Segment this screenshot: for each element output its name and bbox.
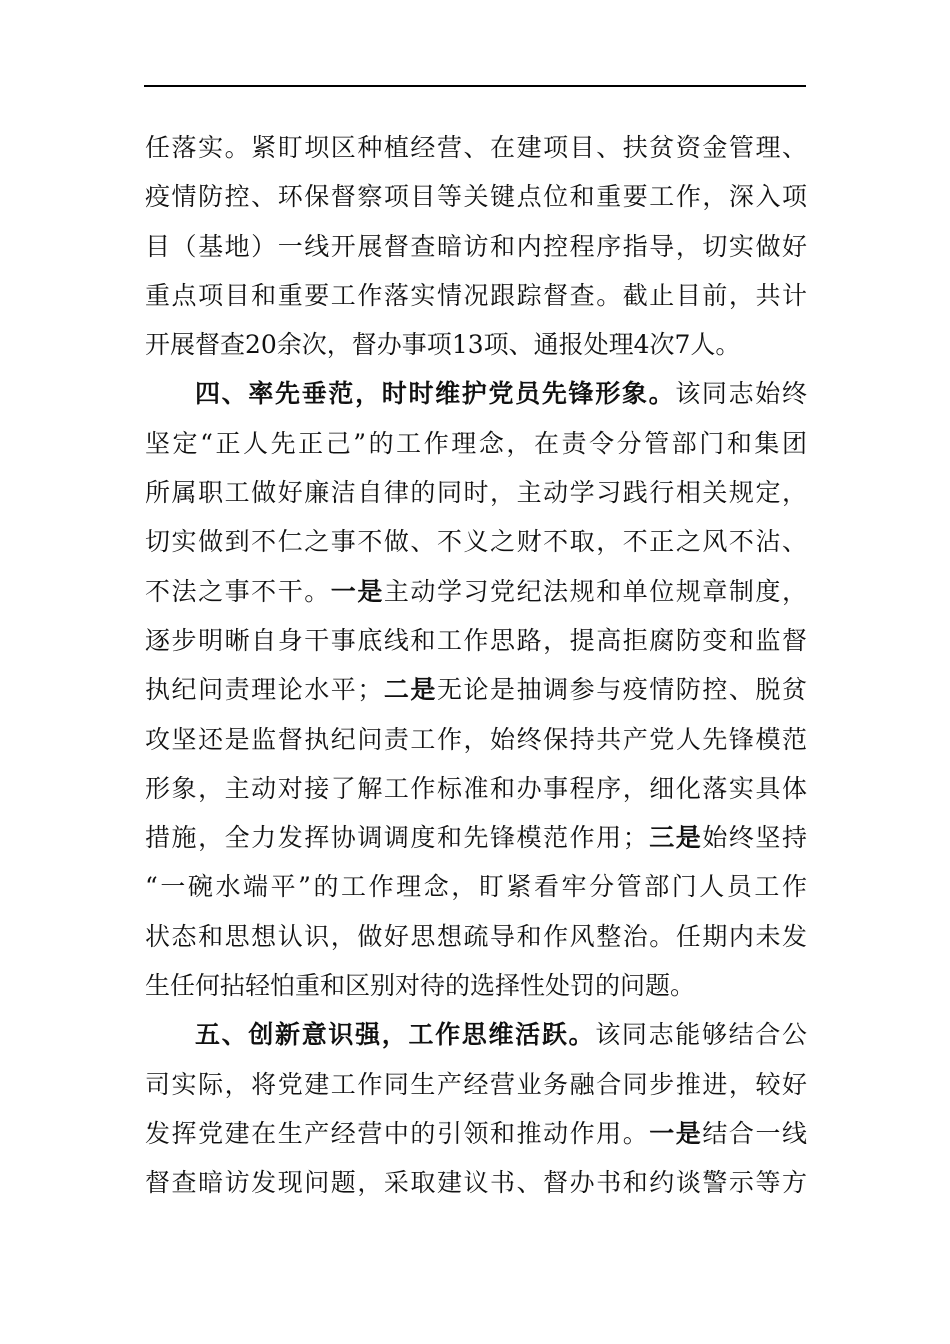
text-run: 始终坚持 bbox=[702, 823, 807, 853]
text-run: 司实际，将党建工作同生产经营业务融合同步推进，较好 bbox=[145, 1069, 807, 1099]
text-line bbox=[145, 517, 807, 566]
text-line bbox=[145, 665, 807, 714]
text-run: 开展督查20余次，督办事项13项、通报处理4次7人。 bbox=[145, 330, 741, 360]
text-line bbox=[145, 813, 807, 862]
text-run: 结合一线 bbox=[702, 1118, 807, 1148]
text-run: 目（基地）一线开展督查暗访和内控程序指导，切实做好 bbox=[145, 231, 807, 261]
text-run: 攻坚还是监督执纪问责工作，始终保持共产党人先锋模范 bbox=[145, 724, 807, 754]
text-line bbox=[145, 715, 807, 764]
text-line bbox=[145, 320, 807, 369]
text-line bbox=[145, 1158, 807, 1207]
text-run: 该同志始终 bbox=[675, 379, 807, 409]
text-run: 无论是抽调参与疫情防控、脱贫 bbox=[436, 675, 807, 705]
section-four-heading-line bbox=[145, 369, 807, 418]
text-line bbox=[145, 567, 807, 616]
text-line bbox=[145, 1109, 807, 1158]
text-run: 逐步明晰自身干事底线和工作思路，提高拒腐防变和监督 bbox=[145, 625, 807, 655]
text-run: 督查暗访发现问题，采取建议书、督办书和约谈警示等方 bbox=[145, 1168, 807, 1198]
text-run: 不法之事不干。 bbox=[145, 576, 331, 606]
section-heading: 五、创新意识强，工作思维活跃。 bbox=[195, 1020, 596, 1050]
text-line bbox=[145, 1060, 807, 1109]
emphasis: 一是 bbox=[649, 1118, 703, 1148]
text-run: 该同志能够结合公 bbox=[595, 1020, 807, 1050]
text-run: 疫情防控、环保督察项目等关键点位和重要工作，深入项 bbox=[145, 182, 807, 212]
text-line bbox=[145, 222, 807, 271]
text-run: 措施，全力发挥协调调度和先锋模范作用； bbox=[145, 823, 648, 853]
text-run: 任落实。紧盯坝区种植经营、在建项目、扶贫资金管理、 bbox=[145, 133, 807, 162]
text-line bbox=[145, 862, 807, 911]
text-run: 执纪问责理论水平； bbox=[145, 675, 383, 705]
text-line bbox=[145, 123, 807, 172]
text-run: 所属职工做好廉洁自律的同时，主动学习践行相关规定， bbox=[145, 478, 807, 508]
text-run: 主动学习党纪法规和单位规章制度， bbox=[383, 576, 807, 606]
text-line bbox=[145, 764, 807, 813]
body-text bbox=[145, 123, 807, 1208]
text-run: 坚定“正人先正己”的工作理念，在责令分管部门和集团 bbox=[145, 428, 807, 458]
text-run: 切实做到不仁之事不做、不义之财不取，不正之风不沾、 bbox=[145, 527, 807, 557]
section-heading: 四、率先垂范，时时维护党员先锋形象。 bbox=[195, 379, 676, 409]
text-line bbox=[145, 172, 807, 221]
text-run: 重点项目和重要工作落实情况跟踪督查。截止目前，共计 bbox=[145, 280, 807, 310]
text-line bbox=[145, 468, 807, 517]
emphasis: 一是 bbox=[330, 576, 384, 606]
header-rule bbox=[144, 85, 806, 87]
text-run: 发挥党建在生产经营中的引领和推动作用。 bbox=[145, 1118, 650, 1148]
emphasis: 二是 bbox=[382, 675, 437, 705]
text-run: 状态和思想认识，做好思想疏导和作风整治。任期内未发 bbox=[145, 921, 807, 951]
text-run: “一碗水端平”的工作理念，盯紧看牢分管部门人员工作 bbox=[145, 872, 807, 902]
text-line bbox=[145, 616, 807, 665]
text-line bbox=[145, 961, 807, 1010]
text-line bbox=[145, 271, 807, 320]
section-five-heading-line bbox=[145, 1010, 807, 1059]
text-line bbox=[145, 419, 807, 468]
text-run: 形象，主动对接了解工作标准和办事程序，细化落实具体 bbox=[145, 773, 807, 803]
emphasis: 三是 bbox=[647, 823, 703, 853]
text-line bbox=[145, 912, 807, 961]
text-run: 生任何拈轻怕重和区别对待的选择性处罚的问题。 bbox=[145, 971, 696, 1001]
